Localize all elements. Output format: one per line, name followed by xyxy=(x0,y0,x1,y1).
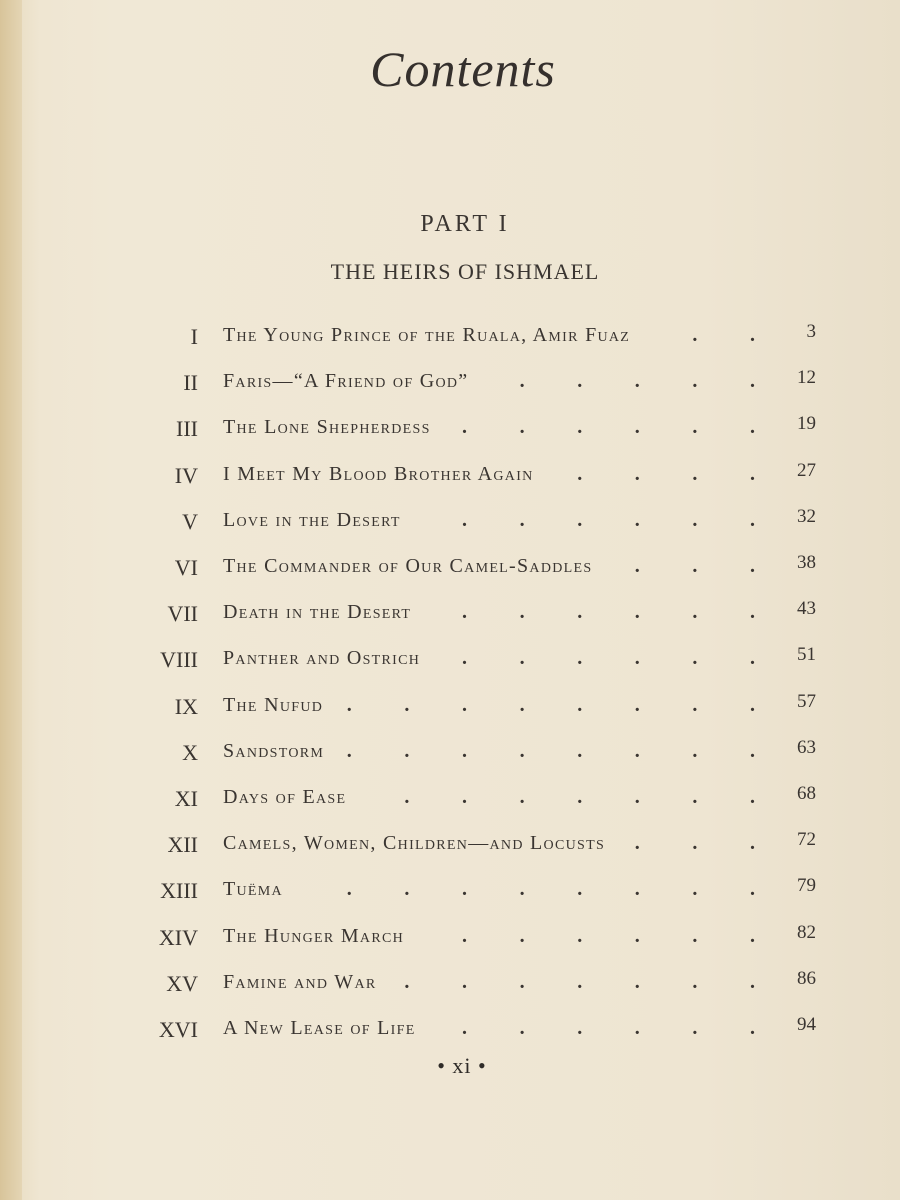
leader-dot: . xyxy=(634,370,640,393)
leader-dot: . xyxy=(750,508,755,531)
toc-entry xyxy=(0,824,900,864)
toc-entry xyxy=(0,593,900,633)
leader-dot: . xyxy=(404,739,410,762)
chapter-page: 86 xyxy=(797,967,816,989)
chapter-number: V xyxy=(182,508,198,534)
toc-entry xyxy=(0,639,900,679)
chapter-page: 79 xyxy=(797,875,816,897)
leader-dot: . xyxy=(634,693,640,716)
leader-dot: . xyxy=(404,878,410,901)
chapter-title: I Meet My Blood Brother Again xyxy=(223,462,534,485)
leader-dot: . xyxy=(577,647,583,670)
leader-dot: . xyxy=(404,786,410,808)
leader-dot: . xyxy=(750,970,755,993)
leader-dot: . xyxy=(519,878,525,901)
leader-dot: . xyxy=(634,555,640,577)
chapter-page: 27 xyxy=(797,459,816,481)
leader-dot: . xyxy=(577,462,583,485)
leader-dot: . xyxy=(692,970,698,993)
leader-dot: . xyxy=(750,370,755,393)
leader-dot: . xyxy=(404,693,410,716)
leader-dot: . xyxy=(462,1017,467,1039)
chapter-number: IV xyxy=(174,462,198,488)
leader-dot: . xyxy=(404,970,410,993)
leader-dot: . xyxy=(692,1017,698,1039)
chapter-title: Faris—“A Friend of God” xyxy=(223,370,469,393)
leader-dot: . xyxy=(462,508,467,531)
leader-dot: . xyxy=(577,1017,583,1039)
toc-entry xyxy=(0,963,900,1003)
chapter-title: The Hunger March xyxy=(223,924,405,947)
chapter-page: 19 xyxy=(797,413,816,435)
chapter-title: Panther and Ostrich xyxy=(223,647,421,670)
chapter-page: 72 xyxy=(797,829,816,851)
leader-dot: . xyxy=(692,739,698,762)
toc-entry xyxy=(0,455,900,495)
toc-entry xyxy=(0,316,900,356)
leader-dot: . xyxy=(577,693,583,716)
leader-dot: . xyxy=(634,832,640,855)
chapter-number: VI xyxy=(174,555,198,580)
leader-dot: . xyxy=(634,878,640,901)
chapter-title: Famine and War xyxy=(223,970,377,993)
leader-dot: . xyxy=(577,739,583,762)
leader-dot: . xyxy=(634,970,640,993)
leader-dot: . xyxy=(692,508,698,531)
page-folio: • xi • xyxy=(437,1053,487,1078)
leader-dot: . xyxy=(577,878,583,901)
chapter-title: Camels, Women, Children—and Locusts xyxy=(223,832,606,855)
leader-dot: . xyxy=(750,693,755,716)
toc-entry xyxy=(0,408,900,448)
chapter-page: 57 xyxy=(797,690,816,712)
chapter-page: 94 xyxy=(797,1014,816,1035)
chapter-title: Days of Ease xyxy=(223,786,347,808)
chapter-page: 63 xyxy=(797,736,816,758)
leader-dot: . xyxy=(750,462,755,485)
leader-dot: . xyxy=(750,647,755,670)
toc-entry xyxy=(0,870,900,910)
leader-dot: . xyxy=(462,878,467,901)
leader-dot: . xyxy=(692,832,698,855)
leader-dot: . xyxy=(577,370,583,393)
chapter-title: Tuëma xyxy=(223,878,283,901)
leader-dot: . xyxy=(750,555,755,577)
leader-dot: . xyxy=(750,924,755,947)
leader-dot: . xyxy=(519,924,525,947)
chapter-title: Love in the Desert xyxy=(223,508,401,531)
chapter-page: 51 xyxy=(797,644,816,666)
toc-entry xyxy=(0,686,900,726)
leader-dot: . xyxy=(692,555,698,577)
chapter-number: X xyxy=(182,739,198,765)
chapter-number: II xyxy=(183,370,198,396)
chapter-page: 32 xyxy=(797,505,816,527)
chapter-number: XI xyxy=(174,786,198,811)
leader-dot: . xyxy=(519,601,525,624)
leader-dot: . xyxy=(577,970,583,993)
chapter-number: I xyxy=(190,324,198,349)
leader-dot: . xyxy=(692,601,698,624)
leader-dot: . xyxy=(634,786,640,808)
toc-entry xyxy=(0,1009,900,1049)
chapter-number: VII xyxy=(167,601,198,627)
chapter-number: XII xyxy=(167,832,198,858)
leader-dot: . xyxy=(750,739,755,762)
leader-dot: . xyxy=(692,647,698,670)
leader-dot: . xyxy=(692,878,698,901)
leader-dot: . xyxy=(519,693,525,716)
leader-dot: . xyxy=(346,739,352,762)
toc-entry xyxy=(0,917,900,957)
leader-dot: . xyxy=(462,693,467,716)
leader-dot: . xyxy=(750,832,755,855)
leader-dot: . xyxy=(750,878,755,901)
chapter-title: The Commander of Our Camel-Saddles xyxy=(223,555,593,577)
leader-dot: . xyxy=(462,601,467,624)
leader-dot: . xyxy=(634,416,640,439)
leader-dot: . xyxy=(346,878,352,901)
part-heading: THE HEIRS OF ISHMAEL xyxy=(330,259,600,284)
part-label: PART I xyxy=(420,211,510,237)
chapter-number: XV xyxy=(166,970,198,996)
leader-dot: . xyxy=(519,508,525,531)
leader-dot: . xyxy=(577,416,583,439)
leader-dot: . xyxy=(634,508,640,531)
leader-dot: . xyxy=(634,924,640,947)
leader-dot: . xyxy=(577,786,583,808)
leader-dot: . xyxy=(634,462,640,485)
chapter-title: The Young Prince of the Ruala, Amir Fuaz xyxy=(223,324,631,346)
chapter-page: 82 xyxy=(797,921,816,943)
chapter-title: Death in the Desert xyxy=(223,601,412,624)
leader-dot: . xyxy=(577,601,583,624)
leader-dot: . xyxy=(462,739,467,762)
leader-dot: . xyxy=(577,924,583,947)
toc-entry xyxy=(0,778,900,818)
leader-dot: . xyxy=(519,647,525,670)
chapter-number: III xyxy=(176,416,198,442)
leader-dot: . xyxy=(462,970,467,993)
leader-dot: . xyxy=(462,647,467,670)
leader-dot: . xyxy=(346,693,352,716)
chapter-page: 68 xyxy=(797,783,816,804)
chapter-title: The Lone Shepherdess xyxy=(223,416,431,439)
leader-dot: . xyxy=(750,324,755,346)
leader-dot: . xyxy=(634,601,640,624)
leader-dot: . xyxy=(692,462,698,485)
leader-dot: . xyxy=(519,786,525,808)
leader-dot: . xyxy=(634,1017,640,1039)
toc-entry xyxy=(0,547,900,587)
leader-dot: . xyxy=(519,416,525,439)
leader-dot: . xyxy=(750,786,755,808)
chapter-number: VIII xyxy=(160,647,198,673)
leader-dot: . xyxy=(519,970,525,993)
leader-dot: . xyxy=(519,1017,525,1039)
leader-dot: . xyxy=(634,739,640,762)
leader-dot: . xyxy=(692,324,698,346)
chapter-page: 43 xyxy=(797,598,816,620)
leader-dot: . xyxy=(692,924,698,947)
toc-entry xyxy=(0,362,900,402)
chapter-number: XVI xyxy=(158,1017,198,1042)
leader-dot: . xyxy=(634,647,640,670)
leader-dot: . xyxy=(519,370,525,393)
leader-dot: . xyxy=(577,508,583,531)
leader-dot: . xyxy=(692,786,698,808)
chapter-number: XIV xyxy=(158,924,198,950)
chapter-page: 38 xyxy=(797,552,816,573)
leader-dot: . xyxy=(462,924,467,947)
chapter-title: A New Lease of Life xyxy=(223,1017,416,1039)
leader-dot: . xyxy=(750,1017,755,1039)
leader-dot: . xyxy=(750,416,755,439)
chapter-page: 3 xyxy=(806,321,816,342)
chapter-title: Sandstorm xyxy=(223,739,325,762)
chapter-number: XIII xyxy=(160,878,198,904)
page-title: Contents xyxy=(370,41,556,97)
chapter-number: IX xyxy=(174,693,198,719)
leader-dot: . xyxy=(692,370,698,393)
chapter-title: The Nufud xyxy=(223,693,324,716)
leader-dot: . xyxy=(750,601,755,624)
leader-dot: . xyxy=(462,416,467,439)
leader-dot: . xyxy=(692,693,698,716)
leader-dot: . xyxy=(692,416,698,439)
leader-dot: . xyxy=(519,739,525,762)
chapter-page: 12 xyxy=(797,367,816,389)
toc-entry xyxy=(0,732,900,772)
leader-dot: . xyxy=(462,786,467,808)
toc-entry xyxy=(0,501,900,541)
